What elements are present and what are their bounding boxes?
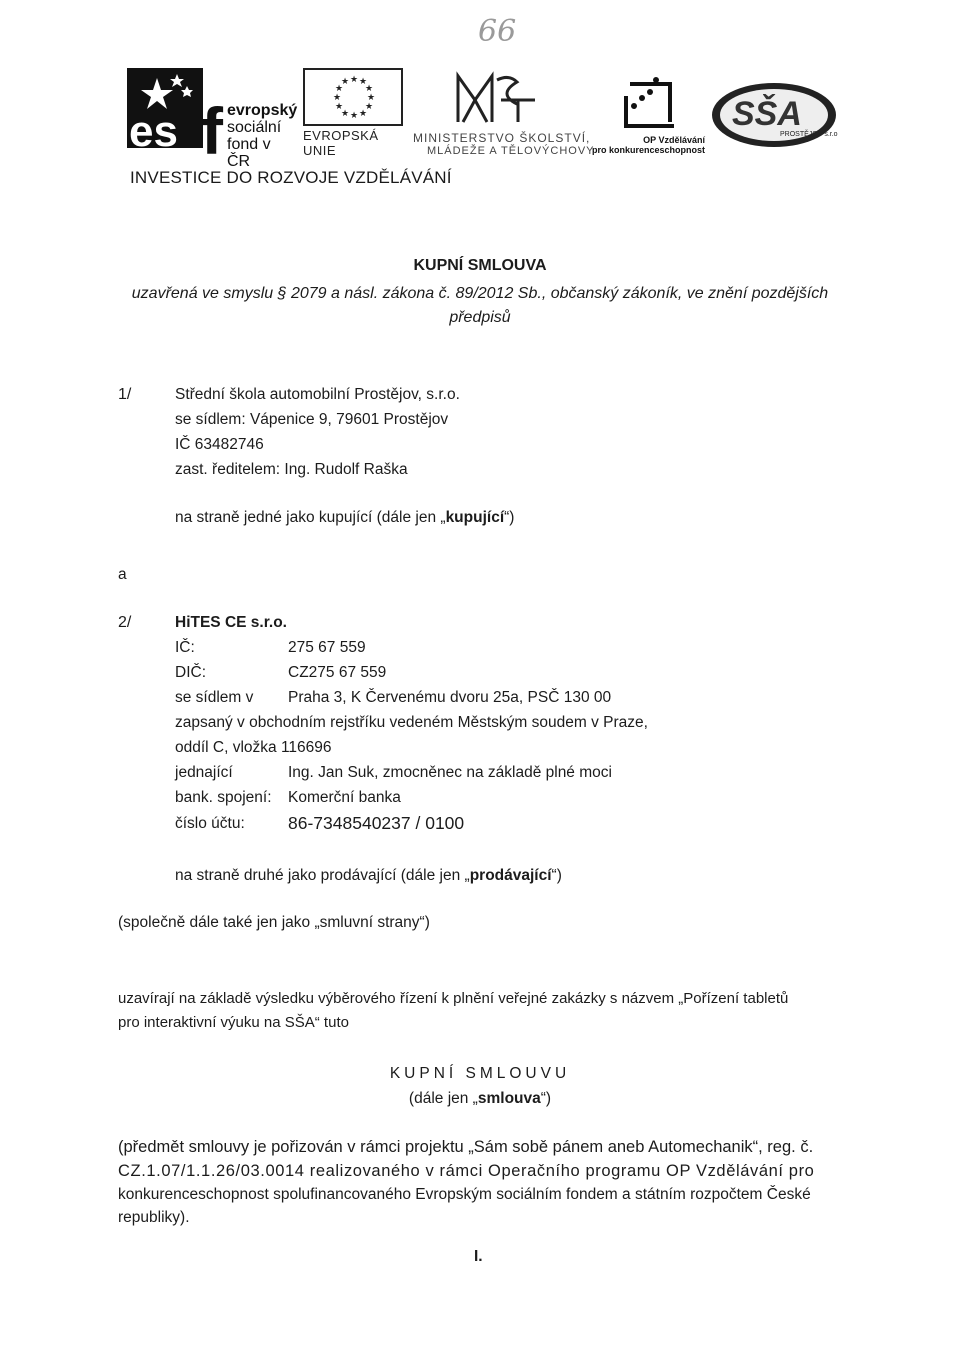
subject-line3: konkurenceschopnost spolufinancovaného Evropským sociálním fondem a státním rozpočtem České [118, 1186, 811, 1203]
msmt-caption2: MLÁDEŽE A TĚLOVÝCHOVY [427, 145, 595, 157]
party1-address: se sídlem: Vápenice 9, 79601 Prostějov [175, 411, 449, 428]
party2-account-value: 86-7348540237 / 0100 [288, 813, 465, 833]
party2-role [175, 867, 562, 885]
party1-name: Střední škola automobilní Prostějov, s.r.o. [175, 386, 460, 403]
party2-register1: zapsaný v obchodním rejstříku vedeném Městským soudem v Praze, [175, 714, 648, 731]
contract-parties-note: (společně dále také jen jako „smluvní strany“) [118, 914, 430, 931]
intro-line1: uzavírají na základě výsledku výběrového řízení k plnění veřejné zakázky s názvem „Pořízení tabletů [118, 990, 789, 1007]
party1-role-prefix: na straně jedné jako kupující (dále jen „ [175, 509, 446, 526]
svg-text:★: ★ [341, 77, 350, 87]
party1-represented: zast. ředitelem: Ing. Rudolf Raška [175, 461, 408, 478]
party2-bank-label: bank. spojení: [175, 789, 272, 806]
eu-caption: EVROPSKÁ UNIE [303, 128, 379, 158]
contract-sub-bold: smlouva [477, 1090, 541, 1107]
svg-text:★: ★ [333, 93, 342, 103]
party2-bank-value: Komerční banka [288, 789, 401, 806]
subject-line2: CZ.1.07/1.1.26/03.0014 realizovaného v rámci Operačního programu OP Vzdělávání pro [118, 1162, 815, 1180]
eu-logo [303, 68, 403, 158]
svg-text:★: ★ [365, 84, 374, 94]
svg-text:★: ★ [335, 84, 344, 94]
esf-line2: sociální [227, 119, 282, 136]
eu-flag-icon [303, 68, 403, 126]
svg-text:★: ★ [367, 93, 376, 103]
party2-register2: oddíl C, vložka 116696 [175, 739, 332, 756]
party2-role-suffix: “) [551, 867, 562, 884]
party2-address-label: se sídlem v [175, 689, 254, 706]
subject-line1: (předmět smlouvy je pořizován v rámci projektu „Sám sobě pánem aneb Automechanik“, reg. č. [118, 1138, 814, 1156]
contract-sub-prefix: (dále jen „ [408, 1090, 478, 1107]
party2-represented-label: jednající [175, 764, 233, 781]
party1-role [175, 509, 514, 527]
document-subtitle: uzavřená ve smyslu § 2079 a násl. zákona č. 89/2012 Sb., občanský zákoník, ve znění pozdějších předpisů [131, 285, 829, 326]
svg-text:★: ★ [350, 111, 359, 121]
party2-dic-label: DIČ: [175, 664, 206, 681]
party2-name: HiTES CE s.r.o. [175, 614, 287, 631]
op-logo [590, 72, 705, 155]
party2-ic-label: IČ: [175, 639, 195, 656]
contract-subheading [0, 1090, 960, 1108]
handwritten-page-mark: 66 [478, 14, 517, 49]
op-emblem-icon [590, 72, 705, 130]
header-banner: INVESTICE DO ROZVOJE VZDĚLÁVÁNÍ [130, 168, 452, 187]
ssa-subtitle: PROSTĚJOV s.r.o. [780, 131, 838, 138]
ssa-wordmark: SŠA [732, 95, 802, 133]
party1-role-suffix: “) [504, 509, 515, 526]
esf-line1: evropský [227, 102, 298, 119]
svg-text:★: ★ [359, 77, 368, 87]
party2-role-bold: prodávající [469, 867, 552, 884]
document-title: KUPNÍ SMLOUVA [413, 257, 547, 274]
section-number: I. [474, 1248, 483, 1265]
esf-logo [127, 68, 298, 170]
party2-address-value: Praha 3, K Červenému dvoru 25a, PSČ 130 00 [288, 689, 612, 706]
svg-text:★: ★ [359, 109, 368, 119]
svg-text:★: ★ [350, 75, 359, 85]
party2-account-label: číslo účtu: [175, 815, 245, 832]
party1-ic: IČ 63482746 [175, 436, 264, 453]
conjunction-a: a [118, 566, 127, 583]
party1-number: 1/ [118, 386, 132, 403]
msmt-caption1: MINISTERSTVO ŠKOLSTVÍ, [413, 131, 591, 145]
op-caption1: OP Vzdělávání [643, 135, 705, 145]
party2-ic-value: 275 67 559 [288, 639, 366, 656]
party2-number: 2/ [118, 614, 132, 631]
intro-line2: pro interaktivní výuku na SŠA“ tuto [118, 1014, 349, 1031]
svg-text:★: ★ [335, 102, 344, 112]
party2-role-prefix: na straně druhé jako prodávající (dále jen „ [175, 867, 470, 884]
party1-role-bold: kupující [445, 509, 505, 526]
subject-line4: republiky). [118, 1209, 190, 1226]
esf-line3: fond v ČR [227, 136, 271, 170]
party2-dic-value: CZ275 67 559 [288, 664, 387, 681]
contract-sub-suffix: “) [540, 1090, 552, 1107]
svg-text:★: ★ [341, 109, 350, 119]
msmt-monogram-icon [413, 70, 598, 128]
contract-heading: KUPNÍ SMLOUVU [389, 1065, 571, 1082]
esf-f-letter: f [201, 94, 219, 168]
op-caption2: pro konkurenceschopnost [591, 145, 705, 155]
esf-wordmark [227, 102, 297, 170]
svg-text:es: es [129, 107, 178, 150]
msmt-logo [413, 70, 598, 157]
party2-represented-value: Ing. Jan Suk, zmocněnec na základě plné moci [288, 764, 612, 781]
svg-text:★: ★ [365, 102, 374, 112]
ssa-logo [710, 80, 838, 150]
